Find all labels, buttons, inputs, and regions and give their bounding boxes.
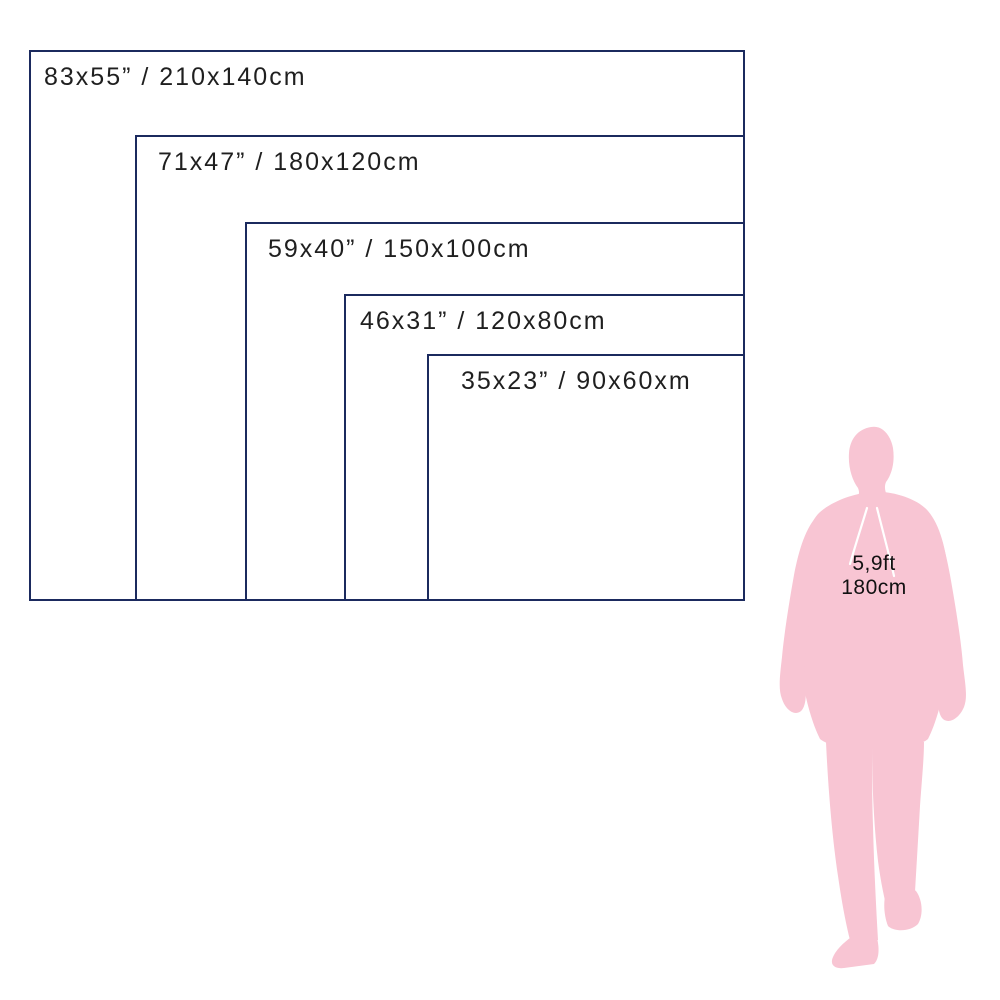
person-height-cm: 180cm [841,575,907,599]
person-silhouette [773,424,975,972]
size-label-180x120: 71x47” / 180x120cm [158,148,421,176]
person-height-ft: 5,9ft [852,552,896,575]
size-label-210x140: 83x55” / 210x140cm [44,63,307,91]
size-label-120x80: 46x31” / 120x80cm [360,307,607,335]
size-label-150x100: 59x40” / 150x100cm [268,235,531,263]
person-height-label [773,552,975,599]
size-rect-90x60 [427,354,745,601]
size-label-90x60: 35x23” / 90x60xm [461,367,692,395]
person-silhouette-icon [773,424,975,972]
